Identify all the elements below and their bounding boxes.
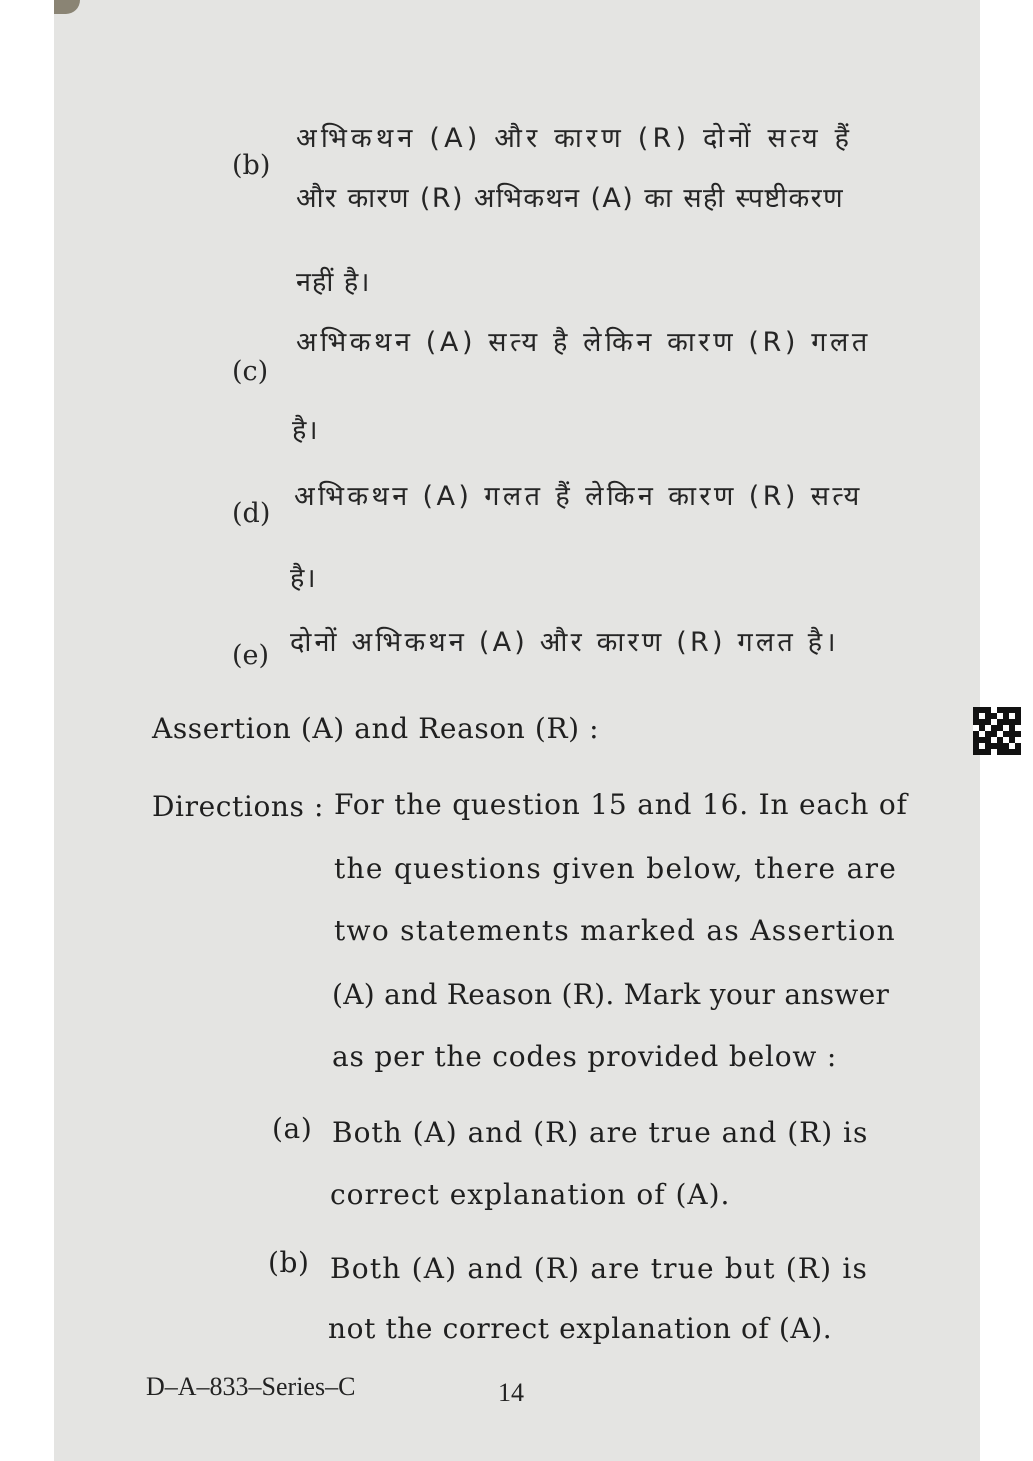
english-option-b-line-2: not the correct explanation of (A).: [328, 1312, 833, 1345]
english-option-a-label: (a): [272, 1112, 313, 1145]
qr-code-icon: [973, 707, 1021, 755]
directions-line-3: two statements marked as Assertion: [334, 914, 896, 947]
english-option-b-line-1: Both (A) and (R) are true but (R) is: [330, 1252, 869, 1285]
hindi-option-c-line-1: अभिकथन (A) सत्य है लेकिन कारण (R) गलत: [296, 327, 871, 358]
footer-series-code: D–A–833–Series–C: [146, 1372, 356, 1401]
hindi-option-d-line-1: अभिकथन (A) गलत हैं लेकिन कारण (R) सत्य: [294, 481, 863, 512]
directions-line-5: as per the codes provided below :: [332, 1040, 838, 1073]
hindi-option-e-line-1: दोनों अभिकथन (A) और कारण (R) गलत है।: [290, 627, 839, 658]
hindi-option-d-line-2: है।: [290, 563, 317, 594]
directions-line-4: (A) and Reason (R). Mark your answer: [332, 978, 890, 1011]
hindi-option-e-label: (e): [232, 640, 270, 671]
hindi-option-c-label: (c): [232, 356, 269, 387]
english-option-a-line-2: correct explanation of (A).: [330, 1178, 731, 1211]
hindi-option-d-label: (d): [232, 498, 271, 529]
directions-label: Directions :: [152, 790, 325, 823]
hindi-option-c-line-2: है।: [292, 415, 319, 446]
english-option-a-line-1: Both (A) and (R) are true and (R) is: [332, 1116, 869, 1149]
english-option-b-label: (b): [268, 1246, 310, 1279]
hindi-option-b-line-1: अभिकथन (A) और कारण (R) दोनों सत्य हैं: [296, 123, 854, 154]
directions-line-2: the questions given below, there are: [334, 852, 898, 885]
footer-page-number: 14: [498, 1378, 524, 1407]
hindi-option-b-label: (b): [232, 150, 271, 181]
hindi-option-b-line-3: नहीं है।: [296, 267, 371, 298]
section-heading: Assertion (A) and Reason (R) :: [152, 712, 600, 745]
hindi-option-b-line-2: और कारण (R) अभिकथन (A) का सही स्पष्टीकरण: [296, 183, 844, 214]
directions-line-1: For the question 15 and 16. In each of: [334, 788, 908, 821]
